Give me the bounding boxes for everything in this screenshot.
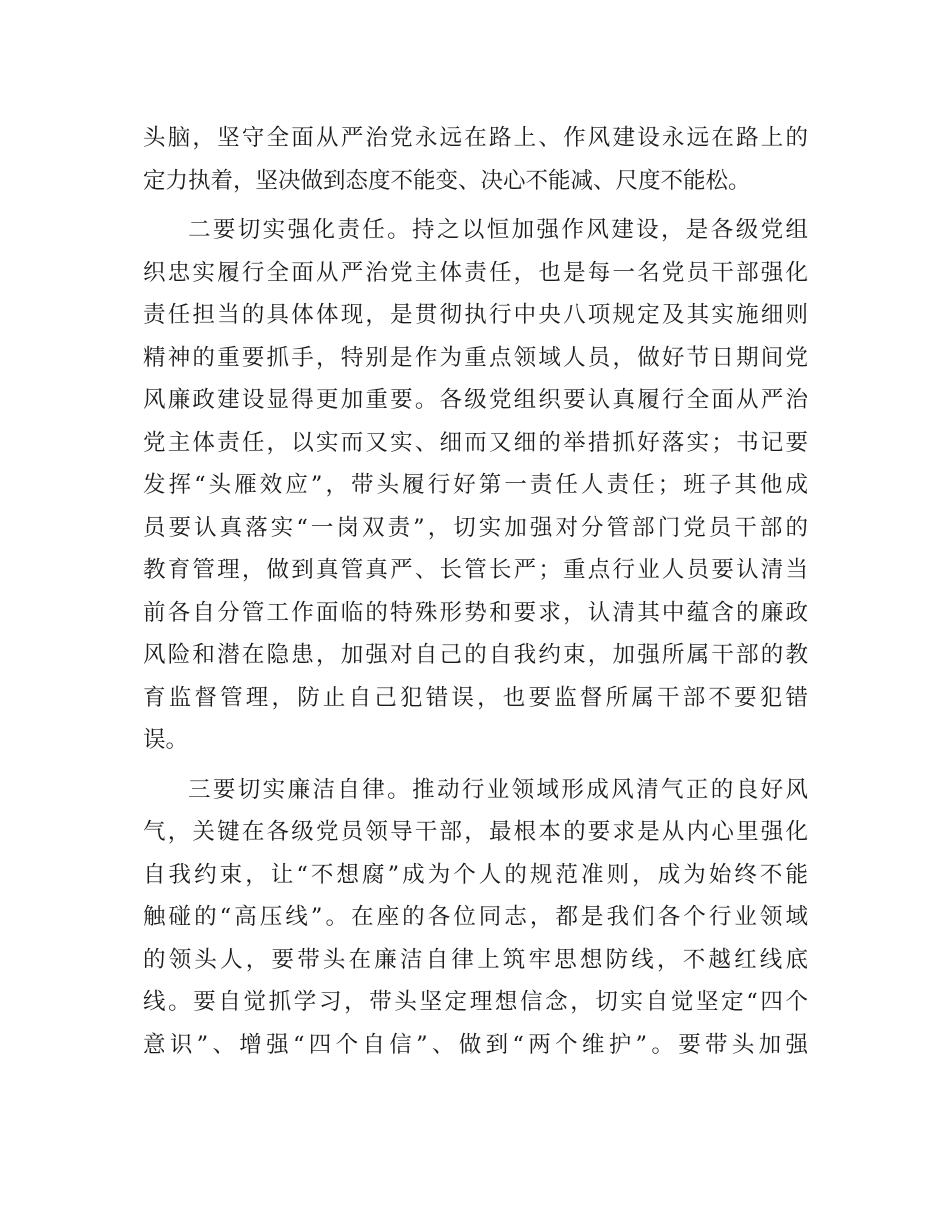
text-line: 党主体责任，以实而又实、细而又细的举措抓好落实；书记要 (143, 429, 808, 456)
text-line: 精神的重要抓手，特别是作为重点领域人员，做好节日期间党 (143, 344, 808, 371)
text-line: 自我约束，让“不想腐”成为个人的规范准则，成为始终不能 (143, 861, 808, 888)
text-line: 风险和潜在隐患，加强对自己的自我约束，加强所属干部的教 (143, 642, 808, 668)
paragraph-self-discipline (143, 769, 808, 1067)
text-line: 意识”、增强“四个自信”、做到“两个维护”。要带头加强 (143, 1031, 808, 1058)
text-line: 员要认真落实“一岗双责”，切实加强对分管部门党员干部的 (143, 514, 808, 541)
text-line: 教育管理，做到真管真严、长管长严；重点行业人员要认清当 (143, 557, 808, 583)
text-line: 前各自分管工作面临的特殊形势和要求，认清其中蕴含的廉政 (143, 599, 808, 626)
text-line: 的领头人，要带头在廉洁自律上筑牢思想防线，不越红线底 (143, 946, 808, 973)
text-line: 二要切实强化责任。持之以恒加强作风建设，是各级党组 (188, 217, 808, 243)
text-line: 育监督管理，防止自己犯错误，也要监督所属干部不要犯错 (143, 684, 808, 711)
text-line: 风廉政建设显得更加重要。各级党组织要认真履行全面从严治 (143, 387, 808, 413)
text-line: 头脑，坚守全面从严治党永远在路上、作风建设永远在路上的 (143, 125, 808, 151)
text-line: 线。要自觉抓学习，带头坚定理想信念，切实自觉坚定“四个 (143, 989, 808, 1015)
text-line: 责任担当的具体体现，是贯彻执行中央八项规定及其实施细则 (143, 302, 808, 328)
text-line: 气，关键在各级党员领导干部，最根本的要求是从内心里强化 (143, 819, 808, 845)
text-line: 定力执着，坚决做到态度不能变、决心不能减、尺度不能松。 (143, 167, 751, 194)
text-line: 误。 (143, 727, 189, 753)
document-body (143, 117, 808, 1066)
text-line: 织忠实履行全面从严治党主体责任，也是每一名党员干部强化 (143, 259, 808, 286)
paragraph-responsibility (143, 209, 808, 762)
text-line: 三要切实廉洁自律。推动行业领域形成风清气正的良好风 (188, 776, 808, 803)
text-line: 发挥“头雁效应”，带头履行好第一责任人责任；班子其他成 (143, 472, 808, 498)
text-line: 触碰的“高压线”。在座的各位同志，都是我们各个行业领域 (143, 904, 808, 930)
paragraph-continuation (143, 117, 808, 202)
